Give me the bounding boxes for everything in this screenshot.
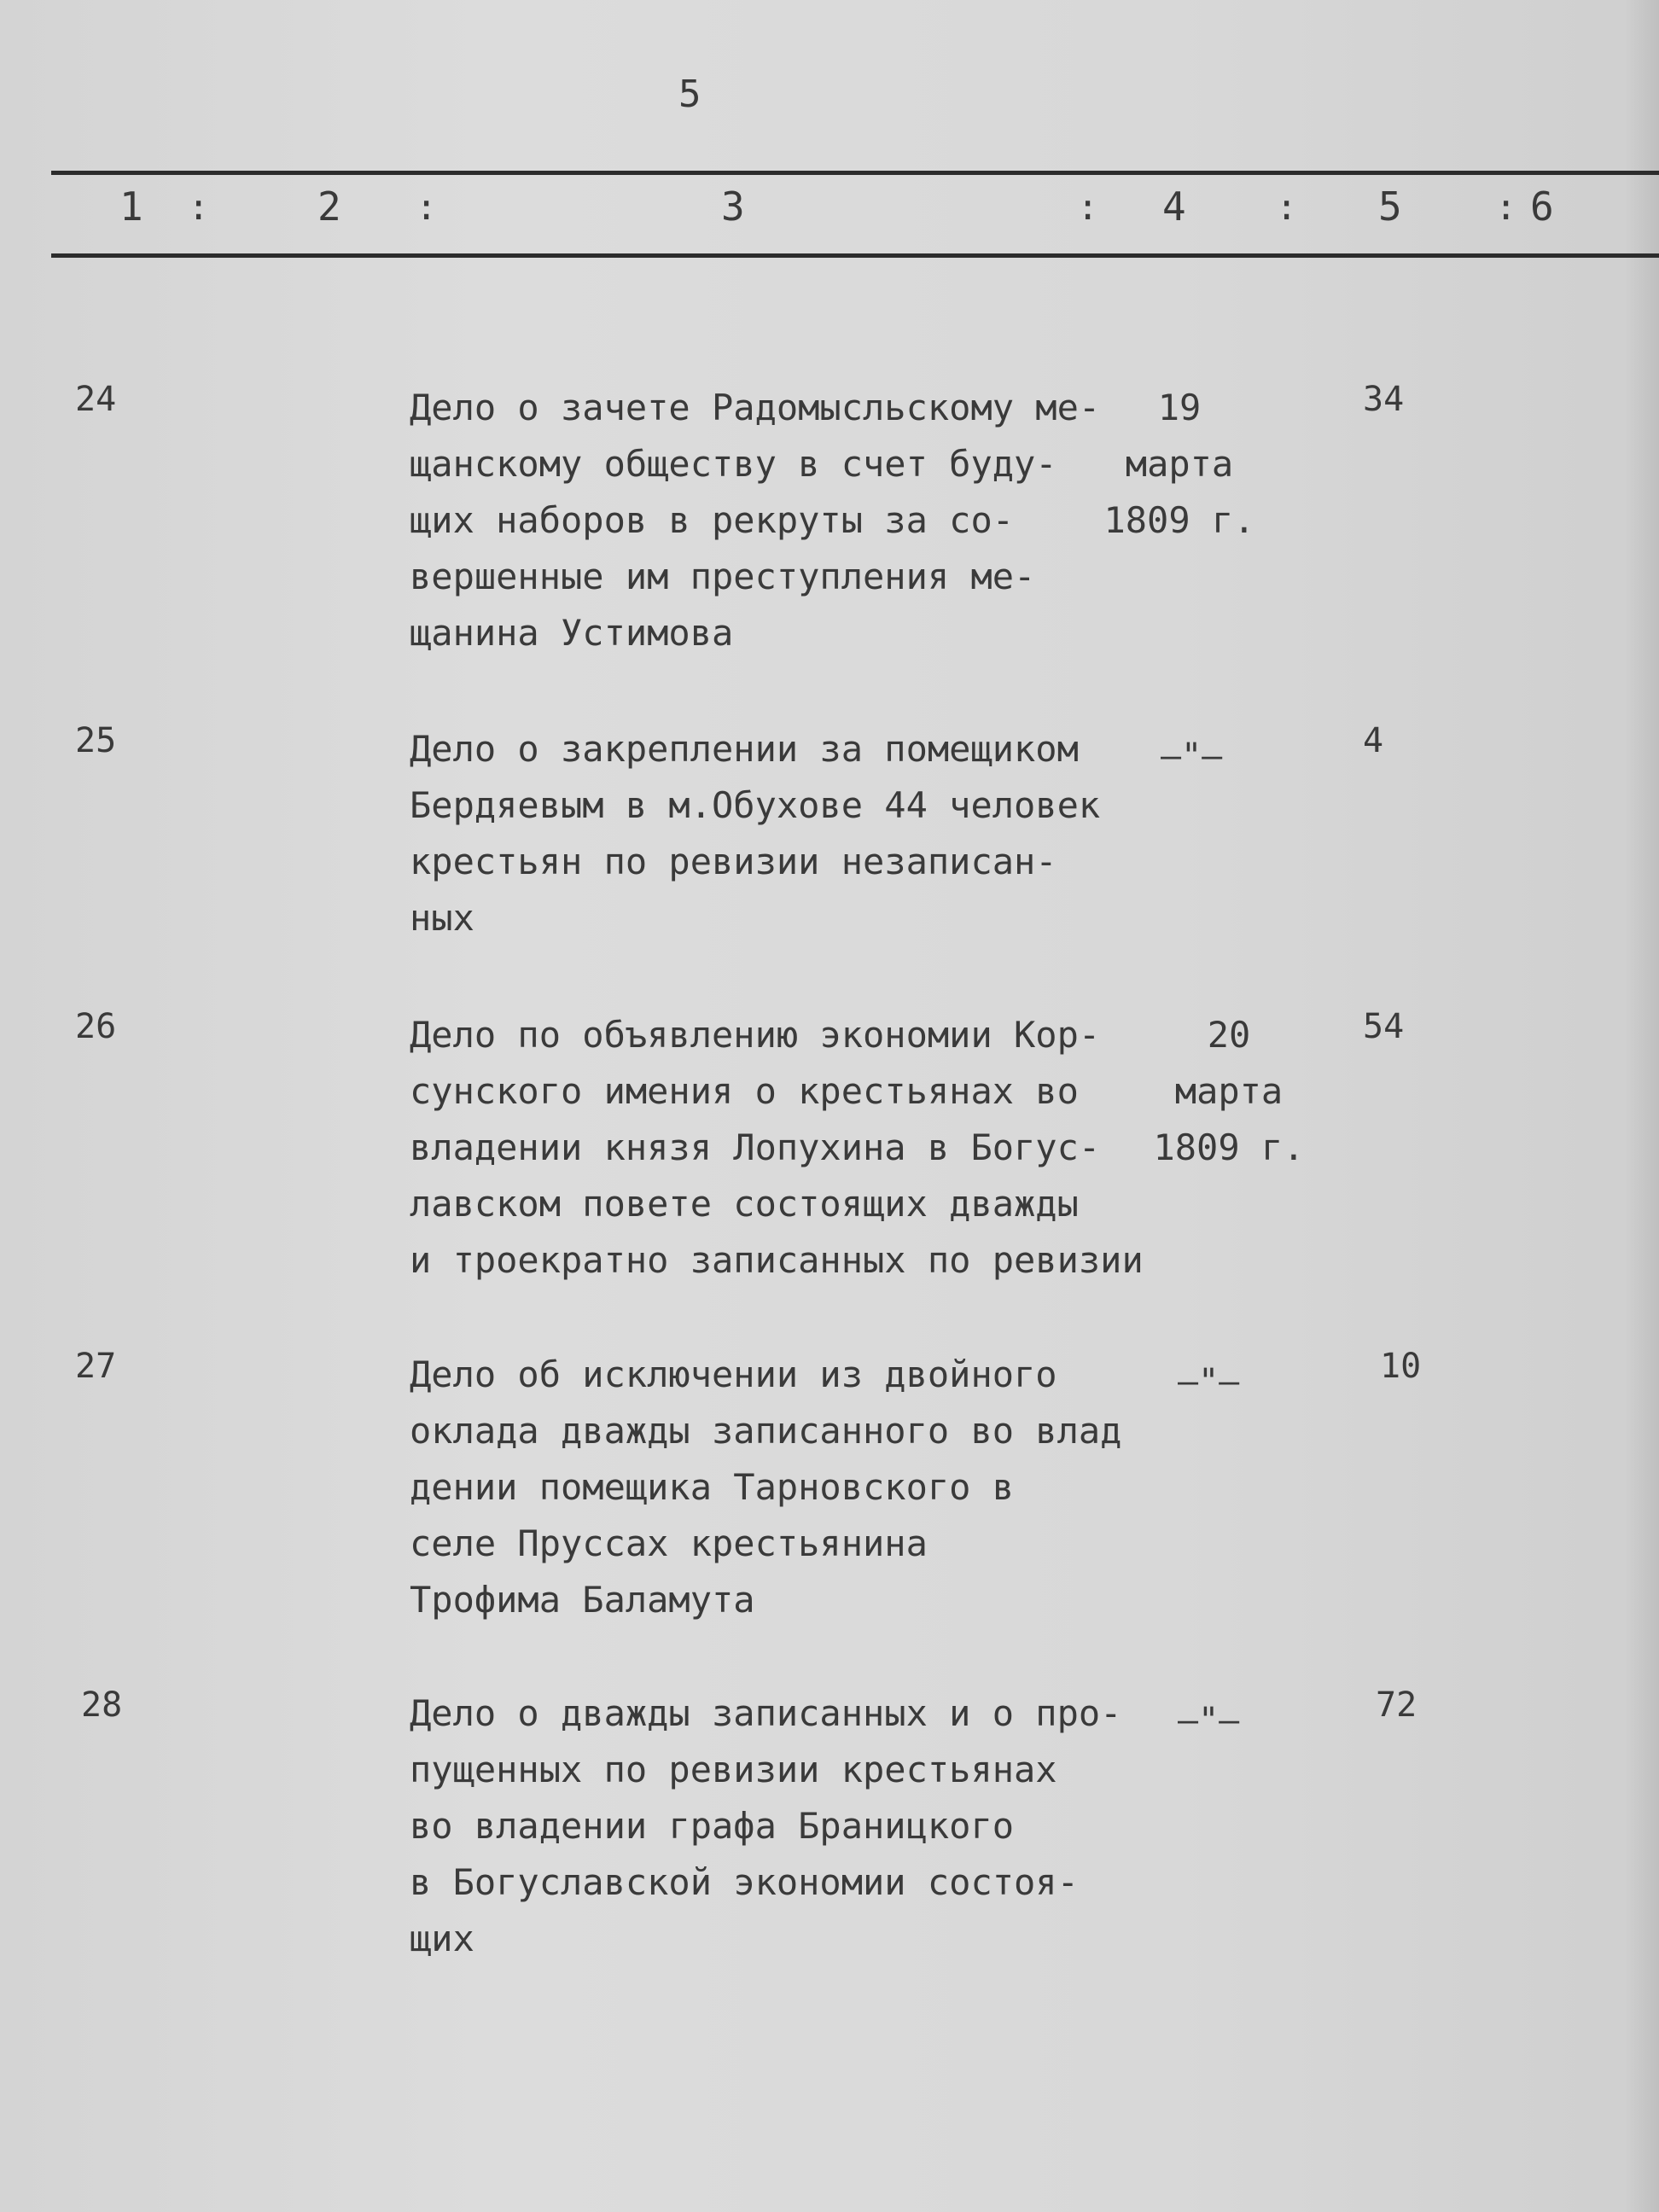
record-date (1144, 1007, 1314, 1176)
column-separator: : (1276, 186, 1298, 228)
column-header-5: 5 (1378, 183, 1402, 230)
description-line: в Богуславской экономии состоя- (410, 1861, 1079, 1903)
record-number: 27 (75, 1347, 117, 1386)
description-line: щанина Устимова (410, 612, 734, 654)
date-year: 1809 г. (1103, 499, 1255, 541)
column-header-6: 6 (1530, 183, 1554, 230)
column-separator: : (188, 186, 210, 228)
column-separator: : (416, 186, 438, 228)
record-number: 26 (75, 1007, 117, 1046)
description-line: селе Пруссах крестьянина (410, 1522, 928, 1564)
header-rule-top (51, 171, 1659, 175)
record-description (410, 380, 1161, 661)
record-sheet-count: 10 (1380, 1347, 1422, 1386)
page-edge-shadow (1625, 0, 1659, 2212)
column-separator: : (1495, 186, 1517, 228)
description-line: сунского имения о крестьянах во (410, 1070, 1079, 1112)
description-line: Дело о дважды записанных и о про- (410, 1692, 1122, 1734)
description-line: крестьян по ревизии незаписан- (410, 841, 1057, 882)
header-rule-bottom (51, 253, 1659, 258)
description-line: лавском повете состоящих дважды (410, 1183, 1079, 1225)
ditto-mark: —"— (1178, 1362, 1240, 1401)
description-line: Дело по объявлению экономии Кор- (410, 1014, 1101, 1056)
column-header-2: 2 (317, 183, 341, 230)
description-line: Трофима Баламута (410, 1579, 755, 1621)
description-line: Дело об исключении из двойного (410, 1353, 1057, 1395)
description-line: оклада дважды записанного во влад (410, 1410, 1122, 1452)
date-year: 1809 г. (1153, 1126, 1305, 1168)
record-sheet-count: 34 (1363, 380, 1405, 419)
record-sheet-count: 4 (1363, 721, 1384, 760)
description-line: щих (410, 1918, 474, 1959)
record-description (410, 721, 1161, 946)
description-line: Дело о зачете Радомысльскому ме- (410, 387, 1101, 428)
description-line: щанскому обществу в счет буду- (410, 443, 1057, 485)
date-month: марта (1125, 443, 1234, 485)
description-line: дении помещика Тарновского в (410, 1466, 1015, 1508)
ditto-mark: —"— (1178, 1701, 1240, 1740)
column-header-4: 4 (1162, 183, 1186, 230)
description-line: щих наборов в рекруты за со- (410, 499, 1015, 541)
date-day: 20 (1207, 1014, 1251, 1056)
record-description (410, 1685, 1161, 1967)
record-description (410, 1347, 1161, 1628)
description-line: вершенные им преступления ме- (410, 556, 1036, 597)
page-number: 5 (678, 73, 701, 116)
description-line: во владении графа Браницкого (410, 1805, 1015, 1847)
column-header-3: 3 (721, 183, 745, 230)
description-line: Бердяевым в м.Обухове 44 человек (410, 784, 1101, 826)
description-line: ных (410, 897, 474, 939)
record-sheet-count: 54 (1363, 1007, 1405, 1046)
record-number: 24 (75, 380, 117, 419)
column-separator: : (1077, 186, 1099, 228)
description-line: пущенных по ревизии крестьянах (410, 1749, 1057, 1790)
record-description (410, 1007, 1161, 1289)
description-line: и троекратно записанных по ревизии (410, 1239, 1144, 1281)
column-header-1: 1 (119, 183, 143, 230)
record-date (1094, 380, 1265, 549)
date-month: марта (1174, 1070, 1284, 1112)
date-day: 19 (1157, 387, 1202, 428)
description-line: Дело о закреплении за помещиком (410, 728, 1079, 770)
ditto-mark: —"— (1161, 736, 1223, 776)
record-number: 28 (81, 1685, 123, 1725)
record-number: 25 (75, 721, 117, 760)
description-line: владении князя Лопухина в Богус- (410, 1126, 1101, 1168)
record-sheet-count: 72 (1376, 1685, 1417, 1725)
